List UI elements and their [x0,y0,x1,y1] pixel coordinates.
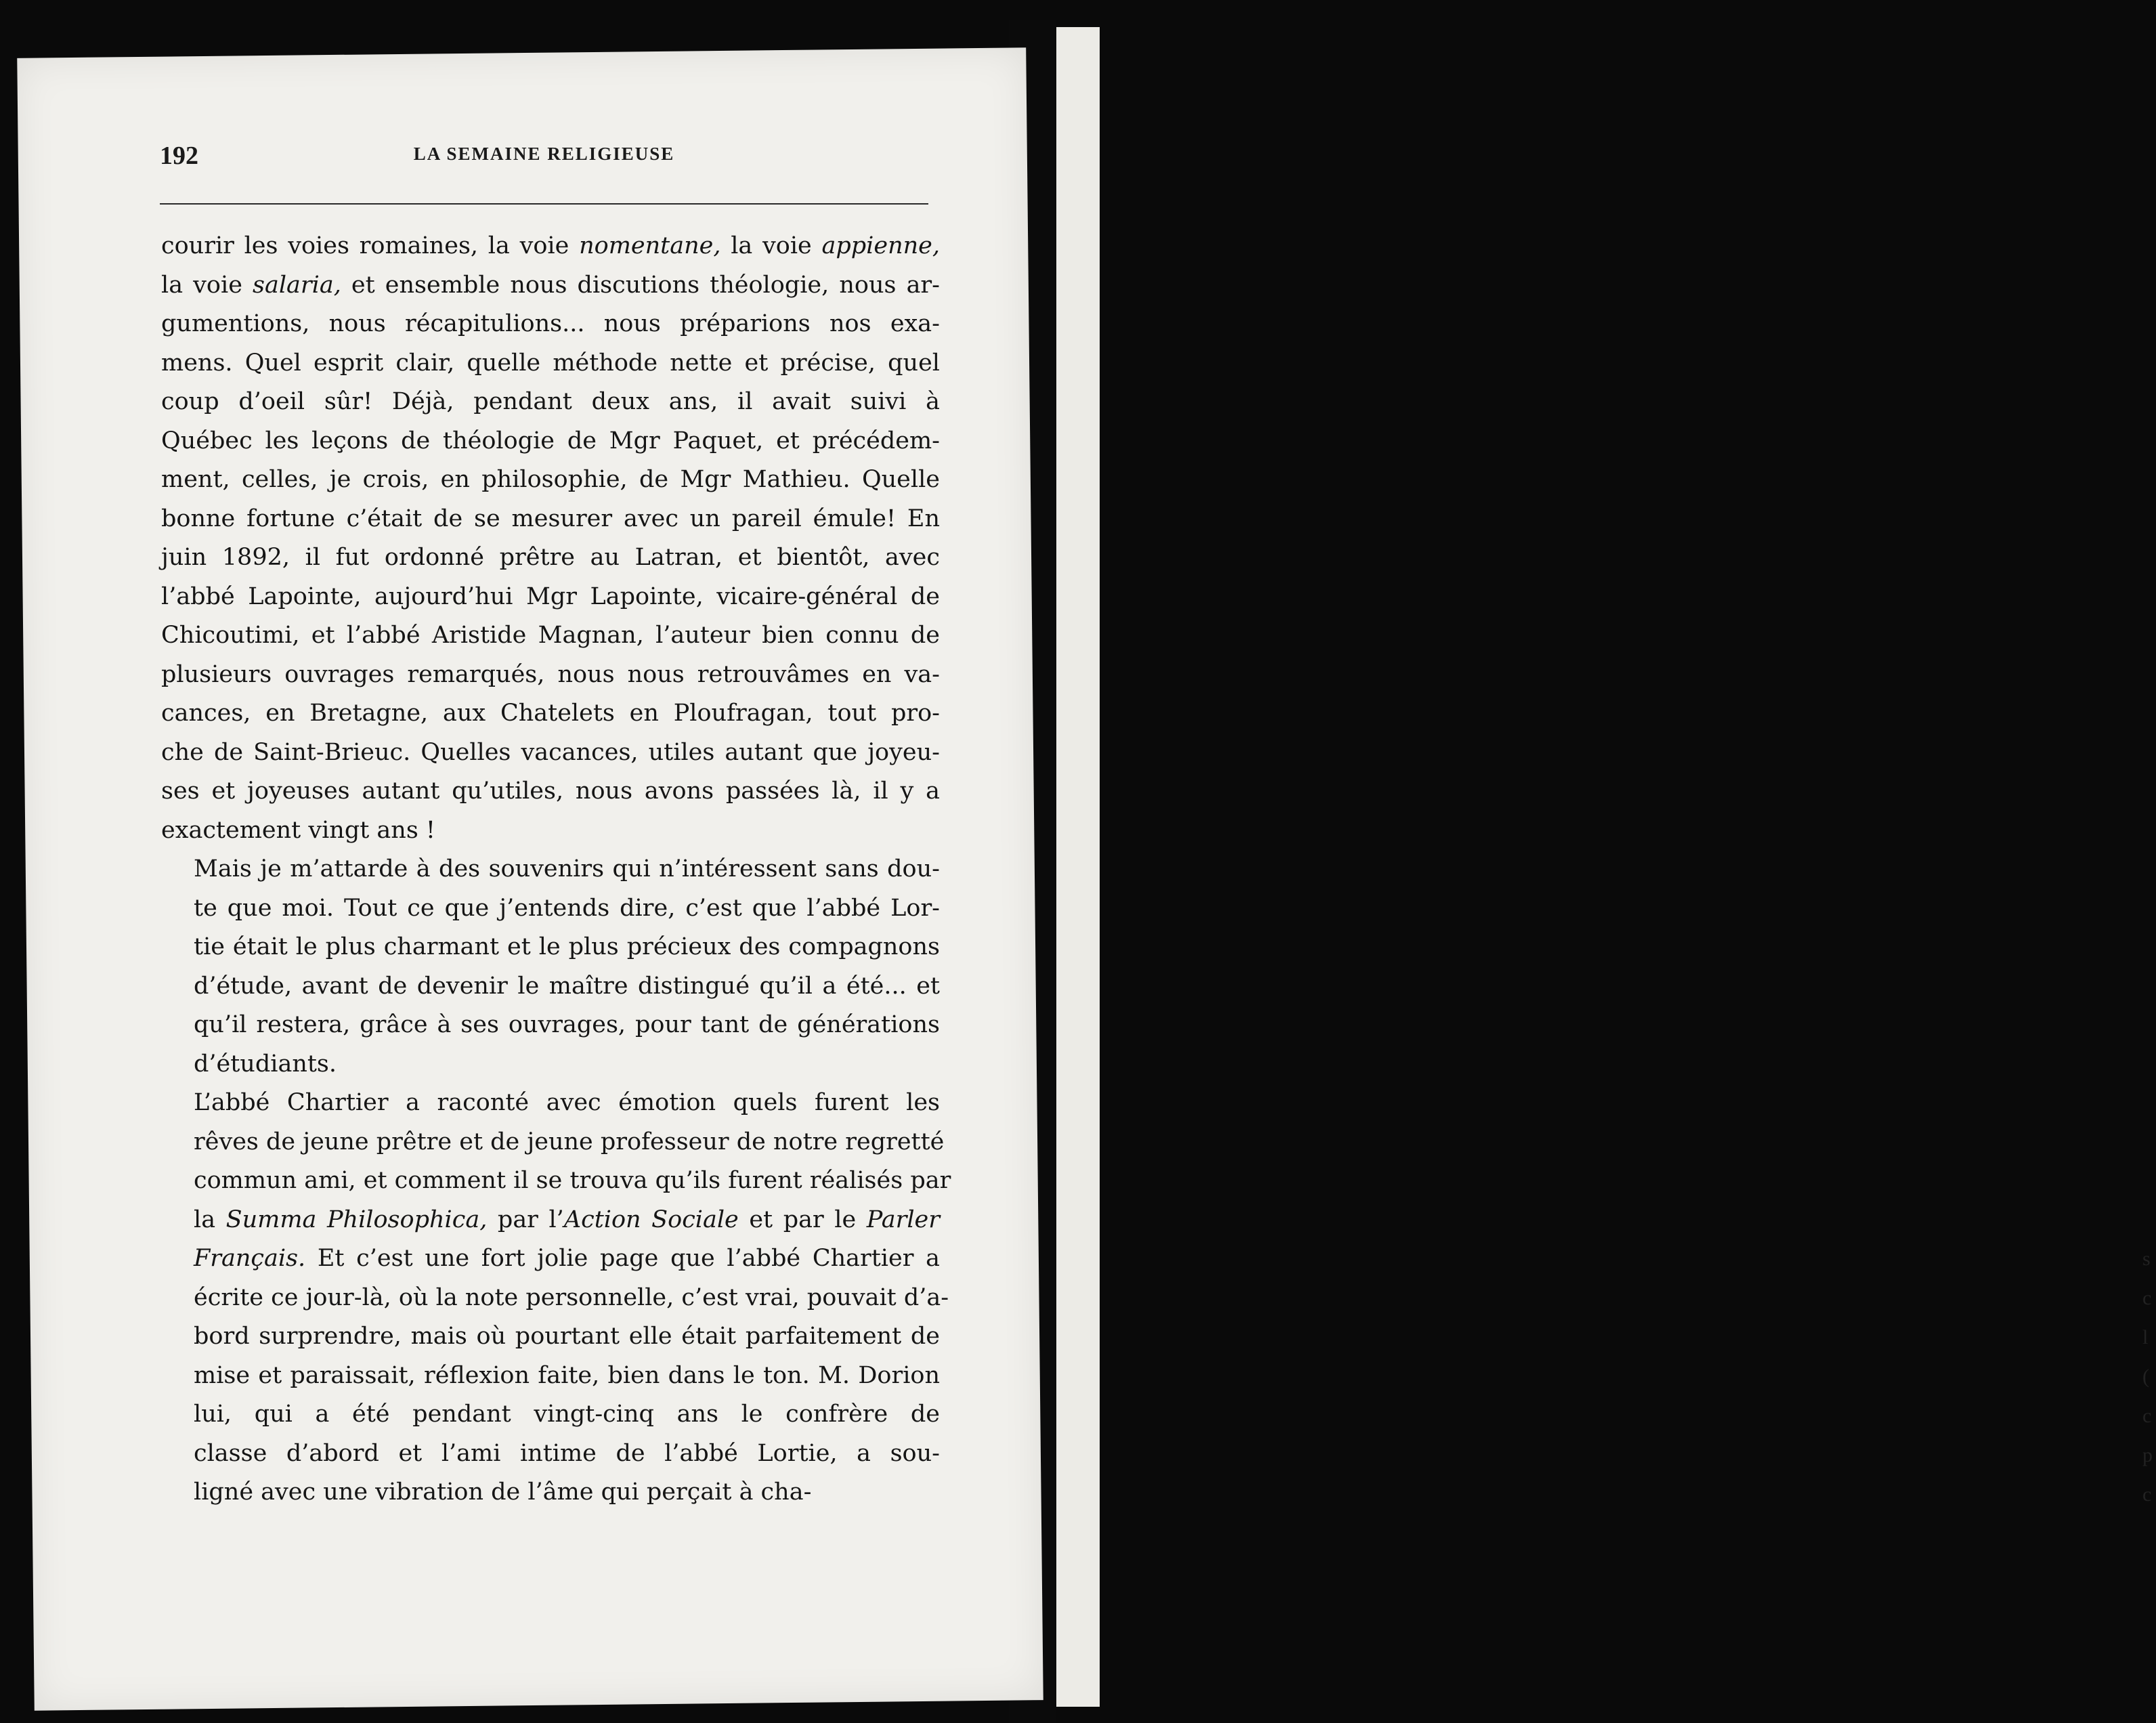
text-line [161,656,940,695]
facing-page-edge [1056,27,2153,1707]
text-run: la [194,1206,226,1233]
text-line [161,1162,951,1201]
text-run: tie était le plus charmant et le plus précieux des compagnons [194,933,940,960]
text-line [161,1473,940,1512]
text-run: ses et joyeuses autant qu’utiles, nous avons passées là, il y a [161,778,940,805]
text-line [161,461,940,500]
header-rule [160,203,928,205]
text-run: lui, qui a été pendant vingt-cinq ans le confrère de [194,1401,940,1428]
text-run: ment, celles, je crois, en philosophie, de Mgr Mathieu. Quelle [161,466,940,493]
text-run: Chicoutimi, et l’abbé Aristide Magnan, l’auteur bien connu de [161,622,940,649]
text-line [161,772,940,811]
italic-text: Summa Philosophica, [225,1206,488,1233]
page-header [160,141,928,182]
text-run: cances, en Bretagne, aux Chatelets en Ploufragan, tout pro- [161,700,940,727]
text-run: plusieurs ouvrages remarqués, nous nous retrouvâmes en va- [161,660,940,688]
text-line [161,1239,940,1279]
text-run: l’abbé Lapointe, aujourd’hui Mgr Lapointe, vicaire-général de [161,582,940,610]
text-line [161,383,940,422]
text-run: rêves de jeune prêtre et de jeune professeur de notre regretté [194,1128,945,1155]
text-line [161,889,940,929]
text-run: classe d’abord et l’ami intime de l’abbé Lortie, a sou- [194,1439,940,1467]
text-line [161,538,940,578]
text-line [161,227,940,266]
facing-page-letter: c [2142,1483,2152,1506]
text-line [161,1006,940,1045]
text-line [161,266,940,305]
facing-page-letter: s [2142,1248,2151,1270]
text-run: juin 1892, il fut ordonné prêtre au Latran, et bientôt, avec [161,544,940,571]
paragraph [161,850,940,1084]
page-number: 192 [160,142,198,170]
text-line [161,1123,945,1162]
text-run: écrite ce jour-là, où la note personnelle, c’est vrai, pouvait d’a- [194,1283,949,1311]
text-run: gumentions, nous récapitulions... nous préparions nos exa- [161,310,940,337]
text-run: Et c’est une fort jolie page que l’abbé Chartier a [305,1245,940,1272]
text-run: che de Saint-Brieuc. Quelles vacances, utiles autant que joyeu- [161,738,940,766]
text-line [161,344,940,383]
italic-text: Parler [866,1206,940,1233]
text-run: L’abbé Chartier a raconté avec émotion quels furent les [194,1089,940,1116]
facing-page-letters [2142,1239,2156,1514]
text-run: te que moi. Tout ce que j’entends dire, c’est que l’abbé Lor- [194,894,940,922]
text-line [161,967,940,1006]
facing-page-letter: c [2142,1405,2152,1427]
text-run: ligné avec une vibration de l’âme qui perçait à cha- [194,1479,812,1506]
facing-page-letter: l [2142,1326,2149,1348]
text-line [161,811,940,851]
text-run: commun ami, et comment il se trouva qu’ils furent réalisés par [194,1167,951,1194]
paragraph [161,227,940,850]
text-line [161,305,940,344]
text-run: coup d’oeil sûr! Déjà, pendant deux ans, il avait suivi à [161,388,940,415]
text-run: et ensemble nous discutions théologie, nous ar- [341,271,940,299]
facing-page-letter: p [2142,1444,2153,1466]
facing-page-letter: c [2142,1287,2152,1309]
text-run: Québec les leçons de théologie de Mgr Paquet, et précédem- [161,427,940,454]
italic-text: nomentane, [579,232,721,259]
italic-text: appienne, [821,232,940,259]
text-line [161,422,940,461]
facing-page-letter: ( [2142,1365,2149,1388]
text-run: et par le [738,1206,867,1233]
text-line [161,1201,940,1240]
text-run: exactement vingt ans ! [161,816,435,844]
text-run: courir les voies romaines, la voie [161,232,580,259]
body-text [161,227,951,1512]
text-run: par l’ [487,1206,564,1233]
text-line [161,500,940,539]
text-run: Mais je m’attarde à des souvenirs qui n’intéressent sans dou- [194,855,940,882]
paragraph [161,1084,951,1512]
italic-text: Français. [194,1245,306,1272]
text-line [161,1279,949,1318]
text-run: la voie [720,232,822,259]
text-run: qu’il restera, grâce à ses ouvrages, pour tant de générations [194,1011,940,1038]
text-run: d’étudiants. [194,1050,337,1078]
text-line [161,1434,940,1474]
italic-text: salaria, [253,271,341,299]
text-line [161,733,940,773]
text-line [161,850,940,889]
text-line [161,1317,940,1357]
text-run: la voie [161,271,253,299]
text-line [161,694,940,733]
text-run: d’étude, avant de devenir le maître distingué qu’il a été... et [194,972,940,1000]
text-run: bord surprendre, mais où pourtant elle était parfaitement de [194,1323,940,1350]
text-line [161,928,940,967]
text-line [161,1045,940,1084]
text-line [161,578,940,617]
running-head: LA SEMAINE RELIGIEUSE [413,144,675,164]
text-line [161,1395,940,1434]
italic-text: Action Sociale [563,1206,739,1233]
text-line [161,1084,940,1123]
text-run: mise et paraissait, réflexion faite, bien dans le ton. M. Dorion [194,1361,940,1389]
text-run: bonne fortune c’était de se mesurer avec un pareil émule! En [161,505,940,532]
text-line [161,1357,940,1396]
text-run: mens. Quel esprit clair, quelle méthode nette et précise, quel [161,349,940,377]
text-line [161,616,940,656]
